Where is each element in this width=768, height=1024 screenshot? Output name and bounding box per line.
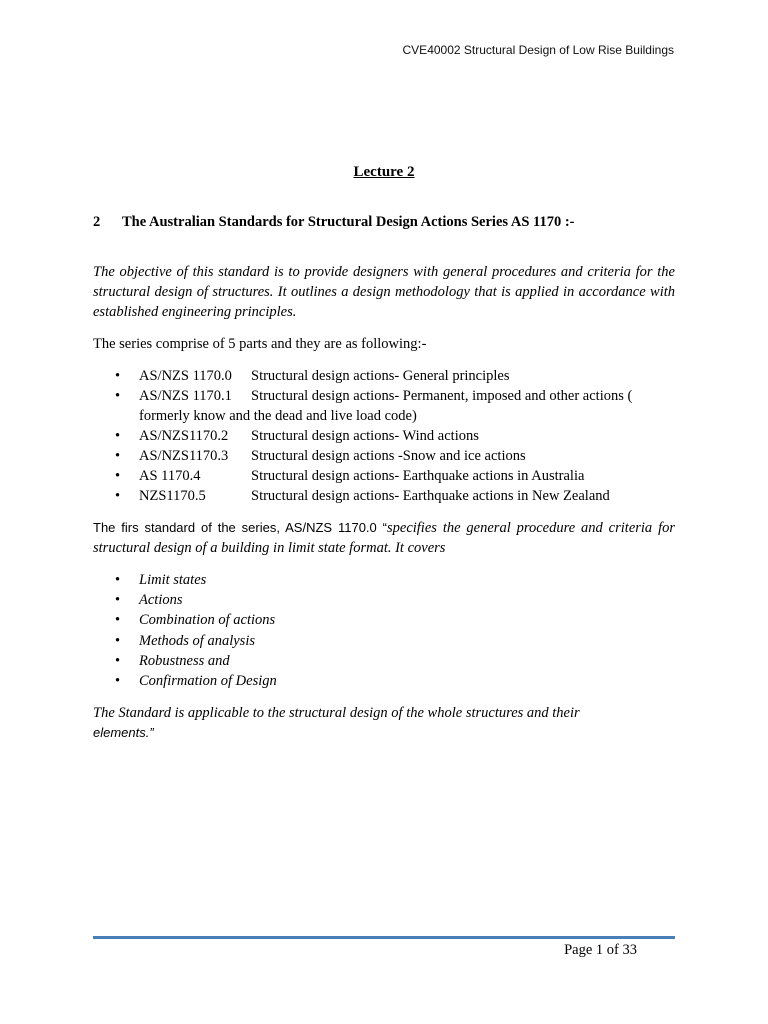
closing-tail: elements.” (93, 724, 154, 740)
part-code: NZS1170.5 (139, 488, 206, 504)
list-item: • Limit states (93, 570, 675, 590)
objective-paragraph: The objective of this standard is to provide designers with general procedures and criteria for the structural design of structures. It outlines a design methodology that is applied in accordance with established engineering principles. (93, 264, 675, 320)
part-description: Structural design actions- Earthquake actions in New Zealand (251, 488, 610, 504)
list-item (93, 466, 675, 486)
part-code: AS/NZS 1170.0 (139, 368, 232, 384)
part-description: Structural design actions- General principles (251, 368, 510, 384)
list-item: • Methods of analysis (93, 631, 675, 651)
section-title: The Australian Standards for Structural Design Actions Series AS 1170 :- (122, 214, 575, 230)
page-number: Page 1 of 33 (564, 942, 637, 958)
running-header: CVE40002 Structural Design of Low Rise Buildings (402, 43, 674, 57)
list-item: • Robustness and (93, 651, 675, 671)
list-item: • Confirmation of Design (93, 671, 675, 691)
list-item (93, 386, 675, 426)
part-description: Structural design actions- Wind actions (251, 428, 479, 444)
list-item (93, 446, 675, 466)
closing-paragraph (93, 703, 675, 743)
list-item (93, 486, 675, 506)
first-standard-quote: specifies the general procedure and criteria for structural design of a building in limit state format. It covers (93, 520, 675, 556)
closing-main: The Standard is applicable to the structural design of the whole structures and their (93, 704, 580, 721)
part-description: Structural design actions- Earthquake actions in Australia (251, 468, 585, 484)
lecture-title: Lecture 2 (353, 164, 415, 180)
list-item: • Combination of actions (93, 610, 675, 630)
part-code: AS/NZS1170.3 (139, 448, 229, 464)
standard-parts-list (93, 366, 675, 506)
document-body (93, 262, 675, 743)
part-description: Structural design actions- Permanent, imposed and other actions ( formerly know and the dead and live load code) (139, 388, 633, 424)
list-item: • Actions (93, 590, 675, 610)
section-number: 2 (93, 214, 101, 230)
part-code: AS 1170.4 (139, 468, 201, 484)
part-description: Structural design actions -Snow and ice actions (251, 448, 526, 464)
intro-paragraph: The series comprise of 5 parts and they are as following:- (93, 336, 427, 352)
part-code: AS/NZS1170.2 (139, 428, 229, 444)
section-heading (93, 214, 575, 231)
part-code: AS/NZS 1170.1 (139, 388, 232, 404)
covers-list (93, 570, 675, 691)
first-standard-paragraph (93, 518, 675, 558)
list-item (93, 426, 675, 446)
list-item (93, 366, 675, 386)
footer-rule (93, 936, 675, 939)
first-standard-lead: The firs standard of the series, AS/NZS 1170.0 “ (93, 520, 387, 535)
